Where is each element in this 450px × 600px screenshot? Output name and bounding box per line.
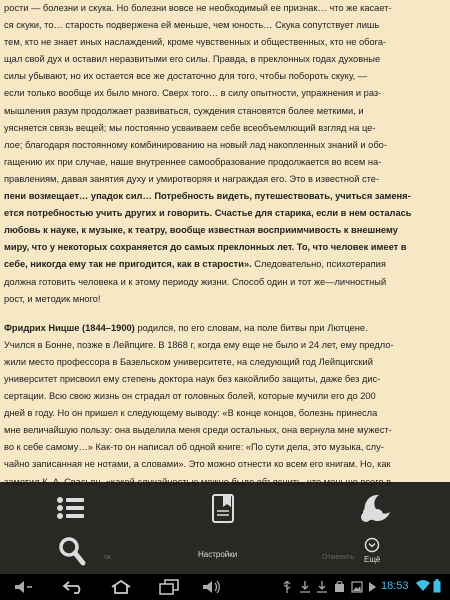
text-line: мышления разум продолжает развиваться, суждения становятся более меткими, и — [4, 105, 364, 116]
media-icon — [367, 581, 377, 593]
text-line: должна готовить человека и к этому периоду жизни. Способ один и тот же—личностный — [4, 276, 387, 287]
text-line: ется потребностью учить других и говорить. Счастье для старика, если в нем осталась — [4, 208, 412, 219]
volume-up-icon[interactable] — [202, 580, 222, 594]
back-icon[interactable] — [62, 580, 86, 594]
wifi-icon — [416, 580, 430, 592]
text-line: гащению их при случае, наше внутреннее самообразование продолжается во всем на- — [4, 156, 382, 167]
night-mode-icon — [359, 492, 393, 524]
download-icon — [300, 581, 310, 593]
text-line: чайно записанная не нотами, а словами». Это можно отнести ко всем его книгам. Но, как — [4, 459, 391, 470]
status-clock: 18:53 — [381, 580, 409, 592]
text-line: рости — болезни и скука. Но болезни вовсе не необходимый ее признак… что же касает- — [4, 3, 392, 13]
bookmark-button[interactable] — [211, 494, 237, 524]
text-line: сертации. Всю свою жизнь он страдал от головных болей, которые мучили его до 200 — [4, 391, 376, 402]
system-navbar — [0, 574, 450, 600]
paragraph-1 — [4, 0, 446, 256]
list-icon — [56, 496, 86, 520]
text-line: Учился в Бонне, позже в Лейпциге. В 1868 г, когда ему еще не было и 24 лет, ему предло- — [4, 339, 394, 350]
paragraph-2 — [4, 337, 446, 495]
download-complete-icon — [317, 581, 327, 593]
paragraph-1-last-line: себе, никогда ему так не пригодится, как в старости». — [4, 259, 252, 270]
store-icon — [334, 581, 345, 593]
usb-icon — [282, 581, 292, 593]
dim-cancel-label: Отменить — [322, 554, 354, 561]
text-line: правлениям, давая занятия духу и умиротворяя и награждая его. Это в известной сте- — [4, 173, 380, 184]
search-button[interactable] — [58, 536, 86, 566]
text-line: любовь к науке, к музыке, к театру, вообще известная восприимчивость к внешнему — [4, 225, 398, 236]
search-icon — [58, 536, 86, 566]
text-line: во к себе самому…» Как-то он написал об одной книге: «По сути дела, это музыка, слу- — [4, 442, 384, 453]
toc-button[interactable] — [56, 496, 86, 520]
text-line: ся скуки, то… старость подвержена ей меньше, чем юность… Скука сопутствует лишь — [4, 20, 380, 31]
more-icon — [364, 537, 380, 553]
text-line: университет присвоил ему степень доктора наук без какойлибо защиты, даже без дис- — [4, 373, 381, 384]
paragraph-2-first: родился, по его словам, на поле битвы при Лютцене. — [134, 322, 368, 333]
settings-label: Настройки — [198, 550, 238, 559]
night-mode-button[interactable] — [359, 492, 393, 524]
bookmark-icon — [211, 494, 237, 524]
text-line: лое; благодаря постоянному комбинированию на новый лад накопленных знаний и обо- — [4, 139, 387, 150]
text-line: если только вообще их было много. Сверх того… в силу опытности, упражнения и раз- — [4, 88, 382, 99]
paragraph-1-tail: Следовательно, психотерапия — [251, 259, 386, 270]
text-line: миру, что у некоторых сохраняется до самых преклонных лет. То, что человек имеет в — [4, 242, 407, 253]
text-line: рост, и методик много! — [4, 293, 101, 304]
more-button[interactable] — [364, 537, 380, 564]
text-line: пени возмещает… упадок сил… Потребность видеть, путешествовать, учиться заменя- — [4, 191, 411, 202]
dim-ok-label: ок — [104, 554, 111, 561]
battery-icon — [433, 579, 441, 593]
text-line: мне величайшую пользу: она выделила меня среди остальных, она вернула мне мужест- — [4, 425, 392, 436]
text-line: дней в году. Но он пришел к следующему выводу: «В конце концов, болезнь принесла — [4, 408, 378, 419]
paragraph-1-end — [4, 274, 446, 308]
book-text — [4, 0, 446, 495]
image-icon — [351, 581, 363, 593]
text-line: уясняется связь вещей; мы постоянно усваиваем себе всеобъемлющий взгляд на це- — [4, 122, 376, 133]
text-line: силы убывают, но их остается все же достаточно для того, чтобы побороть скуку, — — [4, 71, 368, 82]
more-label: Ещё — [364, 555, 381, 564]
text-line: щал свой дух и оставил неразвитыми его силы. Правда, в преклонных годах духовные — [4, 54, 381, 65]
reader-menu — [0, 482, 450, 574]
home-icon[interactable] — [110, 580, 132, 594]
text-line: жили место профессора в Базельском университете, на следующий год Лейпцигский — [4, 356, 373, 367]
author-name: Фридрих Ницше (1844–1900) — [4, 322, 135, 333]
recent-apps-icon[interactable] — [158, 579, 180, 595]
settings-button[interactable] — [198, 548, 237, 559]
volume-down-icon[interactable] — [14, 580, 34, 594]
text-line: тем, кто не знает иных наслаждений, кроме чувственных и общественных, кто не обога- — [4, 37, 387, 48]
